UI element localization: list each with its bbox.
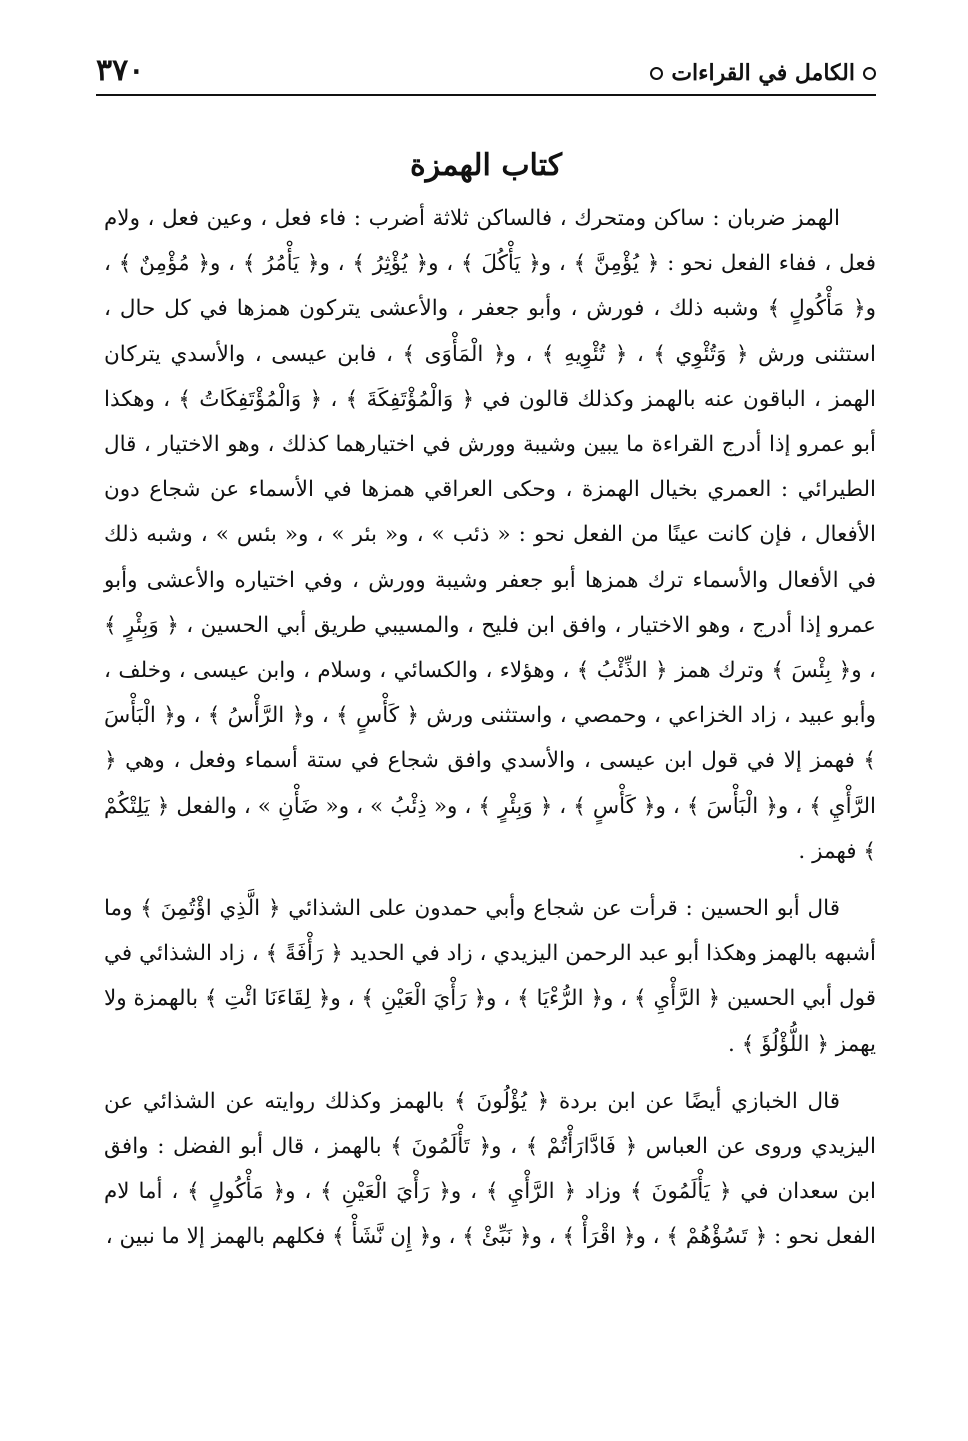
page-number: ٣٧٠ (96, 53, 145, 88)
paragraph: قال أبو الحسين : قرأت عن شجاع وأبي حمدون على الشذائي ﴿ الَّذِي اؤْتُمِنَ ﴾ وما أشبهه بالهمز وهكذا أبو عبد الرحمن اليزيدي ، زاد في الحديد ﴿ رَأْفَةً ﴾ ، زاد الشذائي في قول أبي الحسين ﴿ الرَّأْيِ ﴾ ، و﴿ الرُّءْيَا ﴾ ، و﴿ رَأْيَ الْعَيْنِ ﴾ ، و﴿ لِقَاءَنَا ائْتِ ﴾ بالهمزة ولا يهمز ﴿ اللُّؤْلُؤَ ﴾ . (104, 896, 876, 1057)
circle-ornament-icon (863, 67, 876, 80)
body-text (104, 196, 876, 1260)
page-header (96, 44, 876, 96)
circle-ornament-icon (650, 67, 663, 80)
chapter-title: كتاب الهمزة (409, 148, 563, 183)
paragraph: الهمز ضربان : ساكن ومتحرك ، فالساكن ثلاثة أضرب : فاء فعل ، وعين فعل ، ولام فعل ، ففاء الفعل نحو : ﴿ يُؤْمِنَّ ﴾ ، و﴿ يَأْكُلَ ﴾ ، و﴿ يُؤْثِرُ ﴾ ، و﴿ يَأْمُرُ ﴾ ، و﴿ مُؤْمِنٌ ﴾ ، و﴿ مَأْكُولٍ ﴾ وشبه ذلك ، فورش ، وأبو جعفر ، والأعشى يتركون همزها في كل حال ، استثنى ورش ﴿ وَتُئْوِي ﴾ ، ﴿ تُئْوِيهِ ﴾ ، و﴿ الْمَأْوَى ﴾ ، فابن عيسى ، والأسدي يتركان الهمز ، الباقون عنه بالهمز وكذلك قالون في ﴿ وَالْمُؤْتَفِكَةَ ﴾ ، ﴿ وَالْمُؤْتَفِكَاتُ ﴾ ، وهكذا أبو عمرو إذا أدرج القراءة ما يبين وشيبة وورش في اختيارهما كذلك ، وهو الاختيار ، قال الطيرائي : العمري بخيال الهمزة ، وحكى العراقي همزها في الأسماء عن شجاع دون الأفعال ، فإن كانت عينًا من الفعل نحو : « ذئب » ، و« بئر » ، و« بئس » ، وشبه ذلك في الأفعال والأسماء ترك همزها أبو جعفر وشيبة وورش ، وفي اختياره والأعشى وأبو عمرو إذا أدرج ، وهو الاختيار ، وافق ابن فليح ، والمسيبي طريق أبي الحسين ، ﴿ وَبِئْرٍ ﴾ ، و﴿ بِئْسَ ﴾ وترك همز ﴿ الذِّئْبُ ﴾ ، وهؤلاء ، والكسائي ، وسلام ، وابن عيسى ، وخلف ، وأبو عبيد ، زاد الخزاعي ، وحمصي ، واستثنى ورش ﴿ كَأْسٍ ﴾ ، و﴿ الرَّأْسُ ﴾ ، و﴿ الْبَأْسَ ﴾ فهمز إلا في قول ابن عيسى ، والأسدي وافق شجاع في ستة أسماء وفعل ، وهي ﴿ الرَّأْيِ ﴾ ، و﴿ الْبَأْسَ ﴾ ، و﴿ كَأْسٍ ﴾ ، ﴿ وَبِئْرٍ ﴾ ، و« ذِئْبُ » ، و« ضَأْنِ » ، والفعل ﴿ يَلِتْكُمْ ﴾ فهمز . (104, 206, 876, 864)
paragraph: قال الخبازي أيضًا عن ابن بردة ﴿ يُؤْلُونَ ﴾ بالهمز وكذلك روايته عن الشذائي عن اليزيدي وروى عن العباس ﴿ فَادَّارَأْتُمْ ﴾ ، و﴿ تَأْلَمُونَ ﴾ بالهمز ، قال أبو الفضل : وافق ابن سعدان في ﴿ يَأْلَمُونَ ﴾ وزاد ﴿ الرَّأْيِ ﴾ ، و﴿ رَأْيَ الْعَيْنِ ﴾ ، و﴿ مَأْكُولٍ ﴾ ، أما لام الفعل نحو : ﴿ تَسُؤْهُمْ ﴾ ، و﴿ اقْرَأْ ﴾ ، و﴿ نَبِّئْ ﴾ ، و﴿ إِن نَّشَأْ ﴾ فكلهم بالهمز إلا ما نبين ، (104, 1088, 876, 1250)
running-title (650, 60, 876, 94)
running-title-text: الكامل في القراءات (671, 60, 855, 86)
